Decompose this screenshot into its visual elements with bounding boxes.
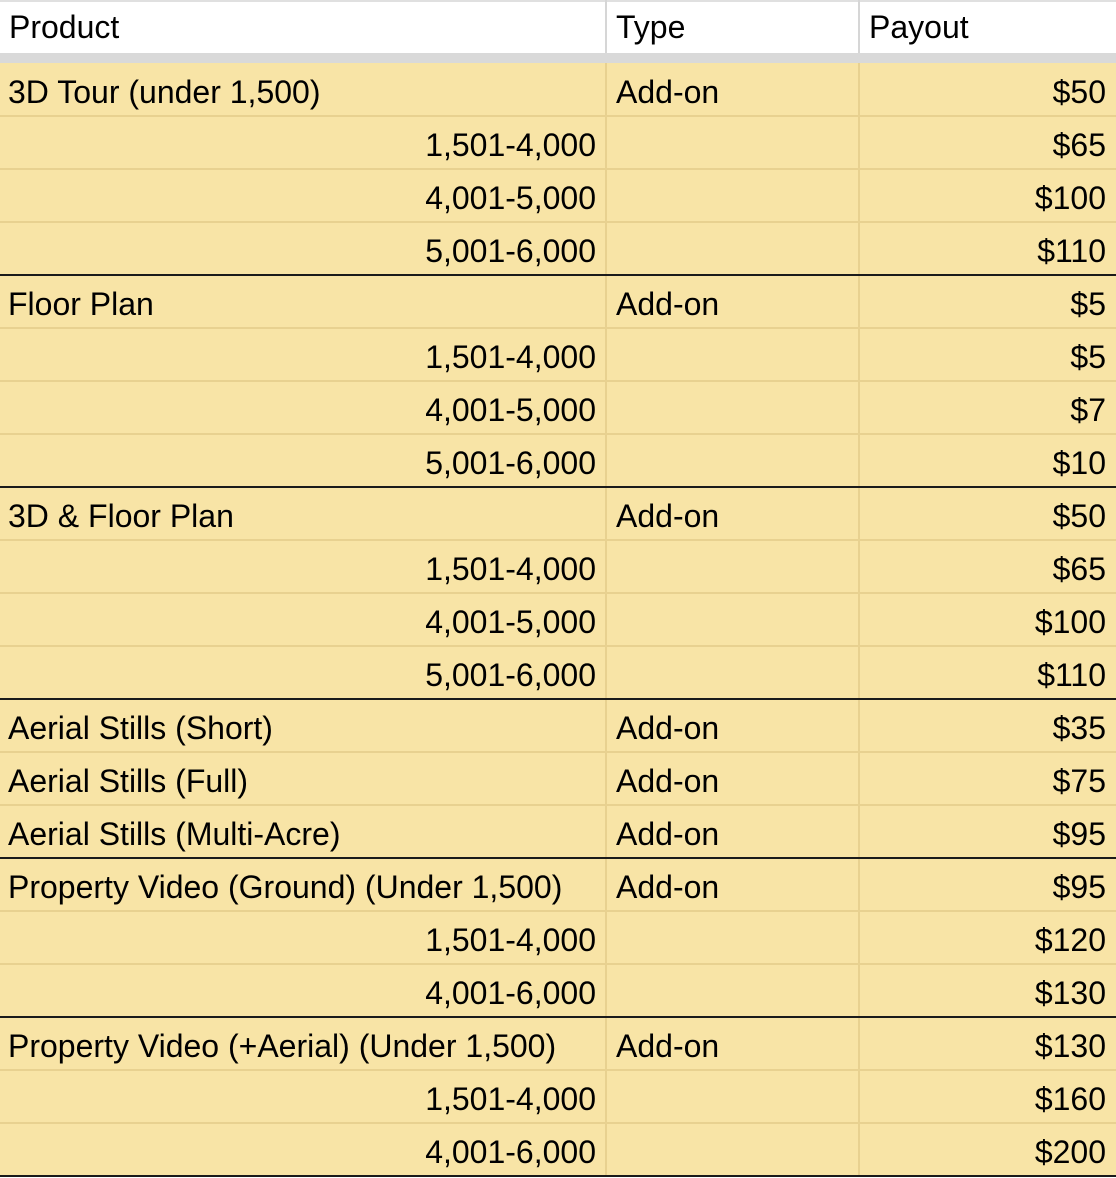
type-cell[interactable]: Add-on bbox=[606, 275, 859, 328]
product-cell[interactable]: 1,501-4,000 bbox=[0, 911, 606, 964]
table-row bbox=[0, 911, 1116, 964]
table-row bbox=[0, 646, 1116, 699]
payout-cell[interactable]: $160 bbox=[859, 1070, 1116, 1123]
product-cell[interactable]: 1,501-4,000 bbox=[0, 540, 606, 593]
payout-cell[interactable]: $130 bbox=[859, 964, 1116, 1017]
type-cell[interactable] bbox=[606, 116, 859, 169]
product-cell[interactable]: Aerial Stills (Multi-Acre) bbox=[0, 805, 606, 858]
type-cell[interactable] bbox=[606, 1123, 859, 1176]
type-cell[interactable] bbox=[606, 222, 859, 275]
payout-cell[interactable]: $10 bbox=[859, 434, 1116, 487]
table-row bbox=[0, 1123, 1116, 1176]
table-row bbox=[0, 540, 1116, 593]
table-row bbox=[0, 752, 1116, 805]
product-cell[interactable]: Property Video (Ground) (Under 1,500) bbox=[0, 858, 606, 911]
product-cell[interactable]: 4,001-6,000 bbox=[0, 1123, 606, 1176]
type-cell[interactable] bbox=[606, 911, 859, 964]
product-cell[interactable]: 1,501-4,000 bbox=[0, 1070, 606, 1123]
product-cell[interactable]: Property Video (+Aerial) (Under 1,500) bbox=[0, 1017, 606, 1070]
type-cell[interactable] bbox=[606, 381, 859, 434]
type-cell[interactable] bbox=[606, 328, 859, 381]
table-row bbox=[0, 116, 1116, 169]
product-cell[interactable]: 3D & Floor Plan bbox=[0, 487, 606, 540]
payout-cell[interactable]: $100 bbox=[859, 169, 1116, 222]
type-cell[interactable] bbox=[606, 646, 859, 699]
product-cell[interactable]: 5,001-6,000 bbox=[0, 222, 606, 275]
payout-cell[interactable]: $50 bbox=[859, 487, 1116, 540]
type-cell[interactable]: Add-on bbox=[606, 63, 859, 116]
type-cell[interactable]: Add-on bbox=[606, 858, 859, 911]
table-row bbox=[0, 328, 1116, 381]
table-row bbox=[0, 805, 1116, 858]
product-cell[interactable]: 5,001-6,000 bbox=[0, 646, 606, 699]
product-cell[interactable]: 1,501-4,000 bbox=[0, 328, 606, 381]
table-row bbox=[0, 169, 1116, 222]
frozen-divider bbox=[0, 53, 1116, 63]
payout-cell[interactable]: $35 bbox=[859, 699, 1116, 752]
header-type[interactable]: Type bbox=[606, 1, 859, 53]
table-row bbox=[0, 858, 1116, 911]
product-cell[interactable]: 4,001-5,000 bbox=[0, 169, 606, 222]
product-cell[interactable]: 4,001-5,000 bbox=[0, 381, 606, 434]
type-cell[interactable]: Add-on bbox=[606, 805, 859, 858]
table-row bbox=[0, 1017, 1116, 1070]
payout-cell[interactable]: $95 bbox=[859, 858, 1116, 911]
table-row bbox=[0, 275, 1116, 328]
table-row bbox=[0, 434, 1116, 487]
type-cell[interactable] bbox=[606, 964, 859, 1017]
payout-cell[interactable]: $100 bbox=[859, 593, 1116, 646]
payout-cell[interactable]: $5 bbox=[859, 275, 1116, 328]
type-cell[interactable]: Add-on bbox=[606, 487, 859, 540]
type-cell[interactable] bbox=[606, 540, 859, 593]
table-row bbox=[0, 1070, 1116, 1123]
product-cell[interactable]: 4,001-5,000 bbox=[0, 593, 606, 646]
product-cell[interactable]: 4,001-6,000 bbox=[0, 964, 606, 1017]
header-payout[interactable]: Payout bbox=[859, 1, 1116, 53]
payout-cell[interactable]: $5 bbox=[859, 328, 1116, 381]
header-product[interactable]: Product bbox=[0, 1, 606, 53]
type-cell[interactable]: Add-on bbox=[606, 1017, 859, 1070]
payout-cell[interactable]: $50 bbox=[859, 63, 1116, 116]
payout-cell[interactable]: $120 bbox=[859, 911, 1116, 964]
payout-cell[interactable]: $110 bbox=[859, 646, 1116, 699]
payout-cell[interactable]: $75 bbox=[859, 752, 1116, 805]
product-cell[interactable]: 5,001-6,000 bbox=[0, 434, 606, 487]
payout-cell[interactable]: $7 bbox=[859, 381, 1116, 434]
type-cell[interactable] bbox=[606, 434, 859, 487]
type-cell[interactable] bbox=[606, 1070, 859, 1123]
table-row bbox=[0, 593, 1116, 646]
product-cell[interactable]: Aerial Stills (Short) bbox=[0, 699, 606, 752]
payout-cell[interactable]: $95 bbox=[859, 805, 1116, 858]
product-cell[interactable]: 1,501-4,000 bbox=[0, 116, 606, 169]
table-row bbox=[0, 222, 1116, 275]
type-cell[interactable]: Add-on bbox=[606, 699, 859, 752]
type-cell[interactable] bbox=[606, 593, 859, 646]
payout-cell[interactable]: $130 bbox=[859, 1017, 1116, 1070]
payout-cell[interactable]: $200 bbox=[859, 1123, 1116, 1176]
product-cell[interactable]: 3D Tour (under 1,500) bbox=[0, 63, 606, 116]
table-row bbox=[0, 964, 1116, 1017]
table-row bbox=[0, 699, 1116, 752]
table-row bbox=[0, 63, 1116, 116]
type-cell[interactable] bbox=[606, 169, 859, 222]
header-row bbox=[0, 1, 1116, 53]
product-cell[interactable]: Floor Plan bbox=[0, 275, 606, 328]
payout-cell[interactable]: $65 bbox=[859, 540, 1116, 593]
table-row bbox=[0, 381, 1116, 434]
payout-cell[interactable]: $65 bbox=[859, 116, 1116, 169]
table-row bbox=[0, 487, 1116, 540]
payout-cell[interactable]: $110 bbox=[859, 222, 1116, 275]
type-cell[interactable]: Add-on bbox=[606, 752, 859, 805]
product-cell[interactable]: Aerial Stills (Full) bbox=[0, 752, 606, 805]
